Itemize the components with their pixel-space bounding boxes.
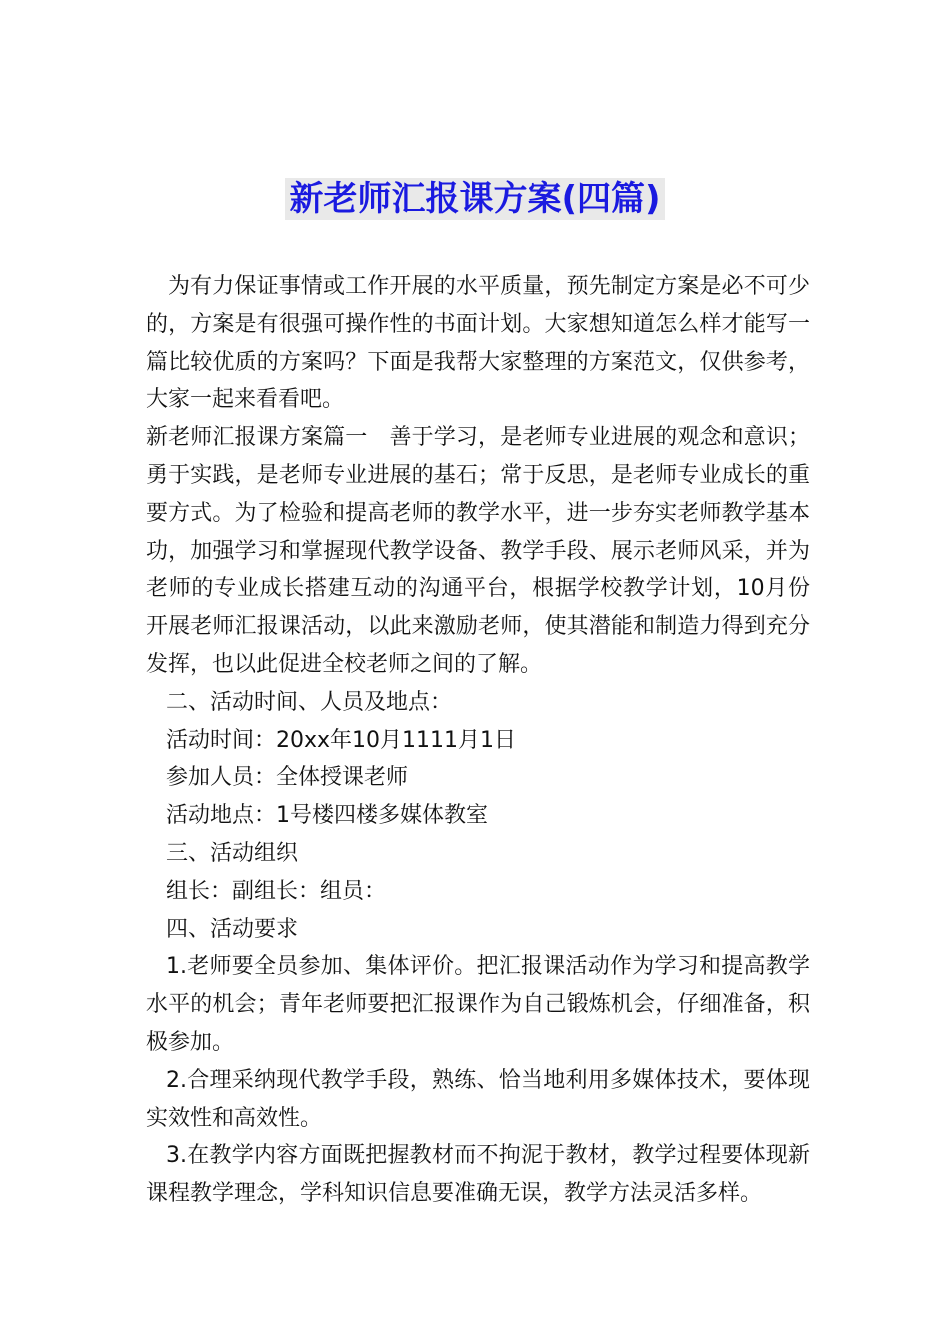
heading-time-people-place: 二、活动时间、人员及地点：	[166, 689, 453, 715]
organization-roles: 组长：副组长：组员：	[166, 878, 387, 904]
requirement-item-3: 3.在教学内容方面既把握教材而不拘泥于教材，教学过程要体现新课程教学理念，学科知识信息要准确无误，教学方法灵活多样。	[146, 1143, 810, 1207]
requirement-item-1: 1.老师要全员参加、集体评价。把汇报课活动作为学习和提高教学水平的机会；青年老师要把汇报课作为自己锻炼机会，仔细准备，积极参加。	[146, 954, 810, 1055]
section-one-paragraph: 新老师汇报课方案篇一 善于学习，是老师专业进展的观念和意识；勇于实践，是老师专业进展的基石；常于反思，是老师专业成长的重要方式。为了检验和提高老师的教学水平，进一步夯实老师教学基本功，加强学习和掌握现代教学设备、教学手段、展示老师风采，并为老师的专业成长搭建互动的沟通平台，根据学校教学计划，10月份开展老师汇报课活动，以此来激励老师，使其潜能和制造力得到充分发挥，也以此促进全校老师之间的了解。	[146, 425, 810, 677]
document-title: 新老师汇报课方案(四篇)	[285, 178, 664, 220]
requirement-item-2: 2.合理采纳现代教学手段，熟练、恰当地利用多媒体技术，要体现实效性和高效性。	[146, 1067, 810, 1131]
activity-time: 活动时间：20xx年10月1111月1日	[166, 727, 517, 753]
document-body	[146, 268, 810, 1213]
heading-organization: 三、活动组织	[166, 840, 299, 866]
title-container	[0, 178, 950, 220]
heading-requirements: 四、活动要求	[166, 916, 299, 942]
intro-paragraph: 为有力保证事情或工作开展的水平质量，预先制定方案是必不可少的，方案是有很强可操作性的书面计划。大家想知道怎么样才能写一篇比较优质的方案吗？下面是我帮大家整理的方案范文，仅供参考，大家一起来看看吧。	[146, 274, 810, 413]
participants: 参加人员：全体授课老师	[166, 765, 409, 791]
activity-location: 活动地点：1号楼四楼多媒体教室	[166, 803, 488, 829]
